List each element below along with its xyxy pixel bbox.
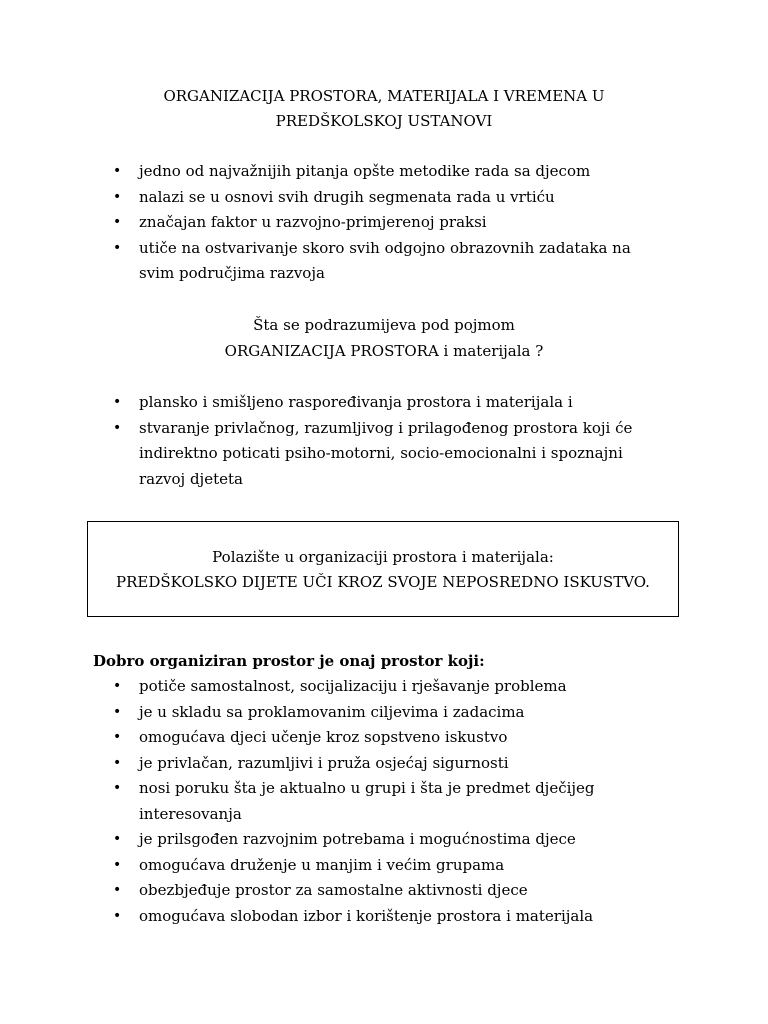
list-item-text: omogućava slobodan izbor i korištenje prostora i materijala [139,906,594,925]
bullet-icon: • [113,703,122,720]
bullet-icon: • [113,754,122,771]
list-item [0,210,768,236]
list-item [0,904,768,930]
list-item [0,159,768,185]
bullet-icon: • [113,394,122,410]
bullet-icon: • [113,780,122,796]
list-item-continuation: indirektno poticati psiho-motorni, socio-emocionalni i spoznajni [139,444,623,462]
list-item [0,776,768,827]
list-item-text: utiče na ostvarivanje skoro svih odgojno obrazovnih zadataka na [139,238,631,257]
list-item [0,700,768,726]
document-title-line-1: ORGANIZACIJA PROSTORA, MATERIJALA I VREMENA U [163,87,605,105]
list-item-continuation: svim područjima razvoja [139,264,325,282]
list-item-text: je u skladu sa proklamovanim ciljevima i zadacima [139,702,525,721]
list-item-text: obezbjeđuje prostor za samostalne aktivnosti djece [139,881,528,899]
list-item-continuation: interesovanja [139,804,242,823]
principle-box-line-1: Polazište u organizaciji prostora i materijala: [212,548,554,566]
bullet-icon: • [113,882,122,898]
bullet-icon: • [113,907,122,924]
document-title-line-2: PREDŠKOLSKOJ USTANOVI [275,112,493,130]
question-line-2: ORGANIZACIJA PROSTORA i materijala ? [224,342,544,360]
principle-box [87,521,679,617]
list-item-text: omogućava djeci učenje kroz sopstveno iskustvo [139,728,508,746]
bullet-icon: • [113,729,122,745]
list-item-text: je privlačan, razumljivi i pruža osjećaj sigurnosti [139,753,509,772]
list-item [0,236,768,287]
intro-bullet-list [0,159,768,287]
bullet-icon: • [113,856,122,873]
list-item [0,390,768,416]
section-heading: Dobro organiziran prostor je onaj prostor koji: [93,652,485,670]
list-item [0,878,768,904]
list-item-text: nalazi se u osnovi svih drugih segmenata rada u vrtiću [139,187,555,206]
list-item-text: jedno od najvažnijih pitanja opšte metodike rada sa djecom [139,162,591,180]
list-item [0,674,768,700]
bullet-icon: • [113,163,122,179]
list-item [0,185,768,211]
question-line-1: Šta se podrazumijeva pod pojmom [253,316,515,334]
list-item-continuation: razvoj djeteta [139,469,243,488]
list-item-text: je prilsgođen razvojnim potrebama i mogućnostima djece [139,830,576,848]
bullet-icon: • [113,214,122,230]
list-item-text: omogućava druženje u manjim i većim grupama [139,855,505,874]
list-item [0,416,768,493]
list-item-text: potiče samostalnost, socijalizaciju i rješavanje problema [139,677,567,695]
list-item-text: stvaranje privlačnog, razumljivog i prilagođenog prostora koji će [139,418,633,437]
list-item-text: značajan faktor u razvojno-primjerenoj praksi [139,213,487,231]
list-item [0,827,768,853]
features-bullet-list [0,674,768,929]
bullet-icon: • [113,678,122,694]
list-item-text: plansko i smišljeno raspoređivanja prostora i materijala i [139,393,573,411]
bullet-icon: • [113,239,122,256]
list-item [0,853,768,879]
principle-box-line-2: PREDŠKOLSKO DIJETE UČI KROZ SVOJE NEPOSREDNO ISKUSTVO. [116,573,650,591]
bullet-icon: • [113,419,122,436]
bullet-icon: • [113,188,122,205]
bullet-icon: • [113,831,122,847]
definition-bullet-list [0,390,768,492]
list-item-text: nosi poruku šta je aktualno u grupi i šta je predmet dječijeg [139,779,595,797]
list-item [0,751,768,777]
list-item [0,725,768,751]
